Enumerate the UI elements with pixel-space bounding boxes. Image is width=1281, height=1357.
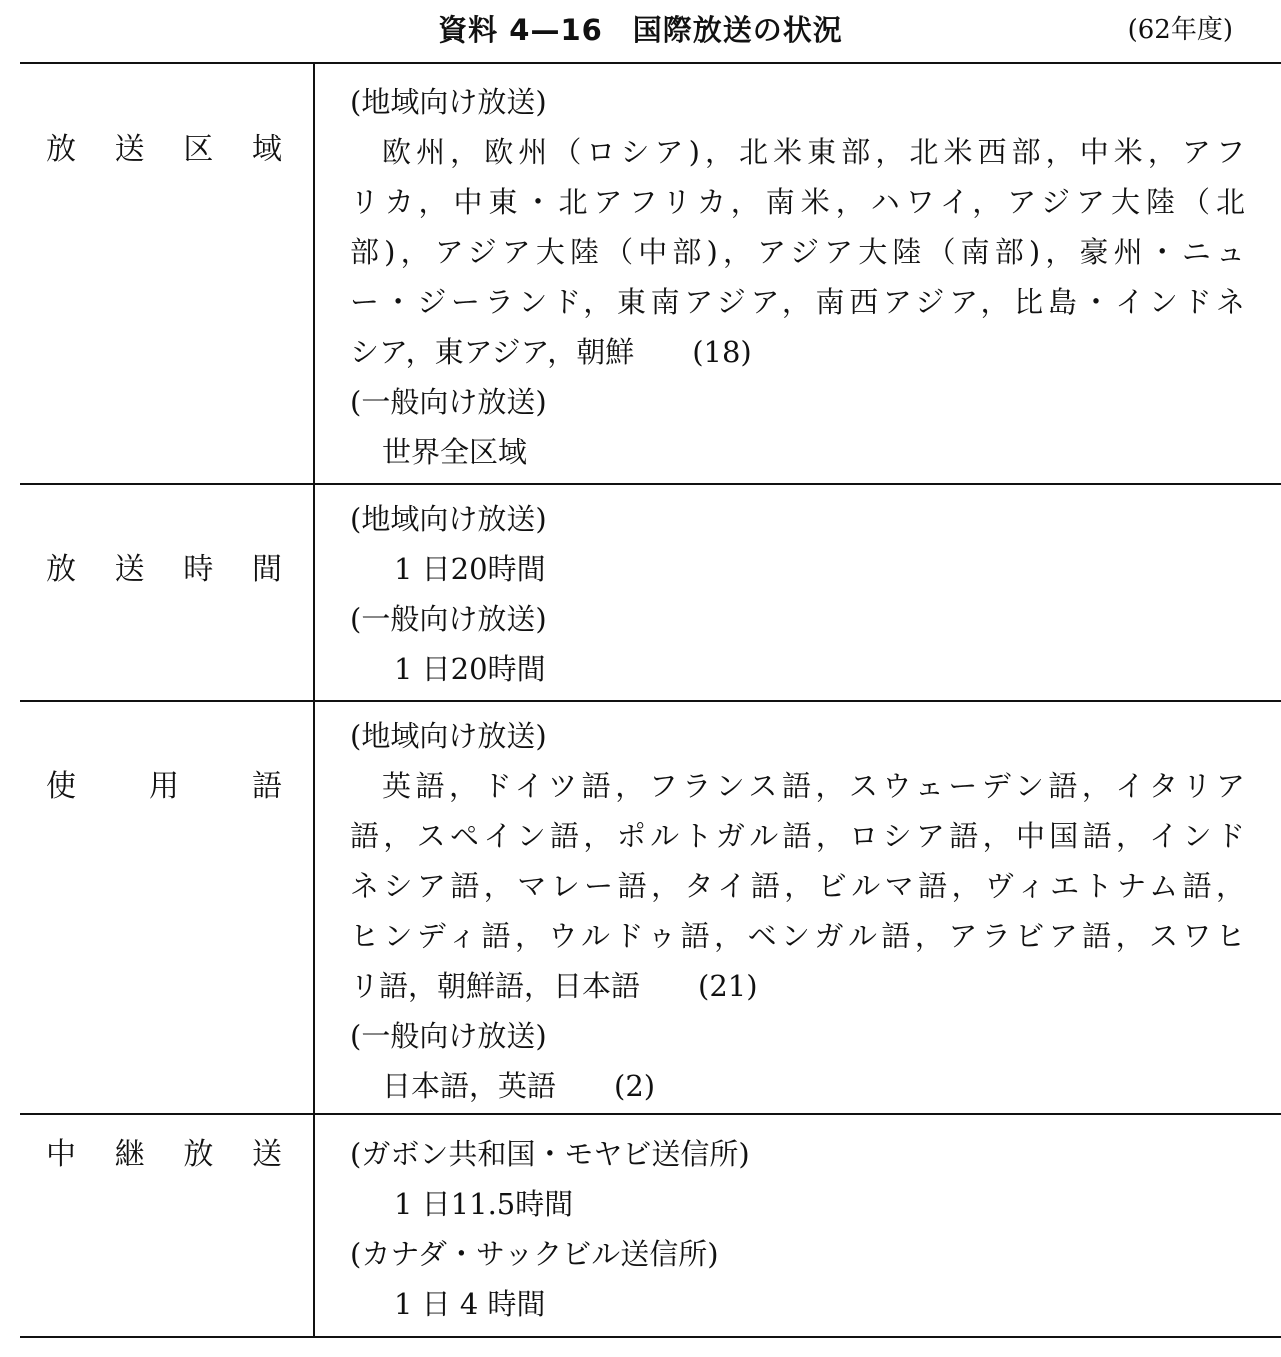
label-char: 放 [46, 552, 76, 587]
row-label-languages [46, 767, 282, 807]
table-bottom-rule [20, 1336, 1281, 1338]
label-char: 域 [251, 132, 282, 167]
label-char: 使 [46, 769, 76, 804]
content-line: 日本語，英語 (2) [382, 1069, 656, 1103]
section-heading: (一般向け放送) [350, 1019, 547, 1053]
row-label-broadcast-area [46, 130, 282, 170]
content-line: リ語，朝鮮語，日本語 (21) [350, 969, 758, 1003]
row-content-broadcast-area [350, 77, 1245, 477]
section-heading: (地域向け放送) [350, 719, 547, 753]
content-line: 部)，アジア大陸（中部)，アジア大陸（南部)，豪州・ニュ [350, 235, 1245, 269]
section-heading: (地域向け放送) [350, 502, 547, 536]
row-content-languages [350, 711, 1245, 1111]
content-line: リカ，中東・北アフリカ，南米，ハワイ，アジア大陸（北 [350, 185, 1245, 219]
content-line: ー・ジーランド，東南アジア，南西アジア，比島・インドネ [350, 285, 1245, 319]
content-line: 語，スペイン語，ポルトガル語，ロシア語，中国語，インド [350, 819, 1245, 853]
label-char: 用 [149, 769, 179, 804]
content-line: 1 日 4 時間 [394, 1287, 546, 1321]
label-char: 区 [183, 132, 214, 167]
label-char: 時 [183, 552, 214, 587]
label-char: 継 [114, 1137, 145, 1172]
row-divider [20, 700, 1281, 702]
content-line: 世界全区域 [382, 435, 528, 469]
fiscal-year: (62年度) [1127, 15, 1233, 45]
content-line: ヒンディ語，ウルドゥ語，ベンガル語，アラビア語，スワヒ [350, 919, 1245, 953]
document-title: 資料 4—16 国際放送の状況 [438, 13, 843, 47]
label-char: 送 [251, 1137, 282, 1172]
content-line: 1 日20時間 [394, 552, 546, 586]
content-line: 英語，ドイツ語，フランス語，スウェーデン語，イタリア [382, 769, 1245, 803]
label-char: 間 [251, 552, 282, 587]
label-char: 送 [114, 132, 145, 167]
row-content-relay-broadcast [350, 1129, 1245, 1329]
section-heading: (カナダ・サックビル送信所) [350, 1237, 719, 1271]
table-top-rule [20, 62, 1281, 64]
section-heading: (ガボン共和国・モヤビ送信所) [350, 1137, 750, 1171]
content-line: 1 日11.5時間 [394, 1187, 574, 1221]
content-line: ネシア語，マレー語，タイ語，ビルマ語，ヴィエトナム語， [350, 869, 1245, 903]
label-char: 語 [252, 769, 282, 804]
section-heading: (一般向け放送) [350, 602, 547, 636]
label-char: 中 [46, 1137, 76, 1172]
row-divider [20, 483, 1281, 485]
content-line: 欧州，欧州（ロシア)，北米東部，北米西部，中米，アフ [382, 135, 1245, 169]
row-label-broadcast-hours [46, 550, 282, 590]
content-line: シア，東アジア，朝鮮 (18) [350, 335, 752, 369]
label-char: 放 [46, 132, 76, 167]
label-char: 送 [114, 552, 145, 587]
row-divider [20, 1113, 1281, 1115]
label-char: 放 [183, 1137, 214, 1172]
section-heading: (一般向け放送) [350, 385, 547, 419]
row-content-broadcast-hours [350, 494, 1245, 694]
content-line: 1 日20時間 [394, 652, 546, 686]
section-heading: (地域向け放送) [350, 85, 547, 119]
row-label-relay-broadcast [46, 1135, 282, 1175]
